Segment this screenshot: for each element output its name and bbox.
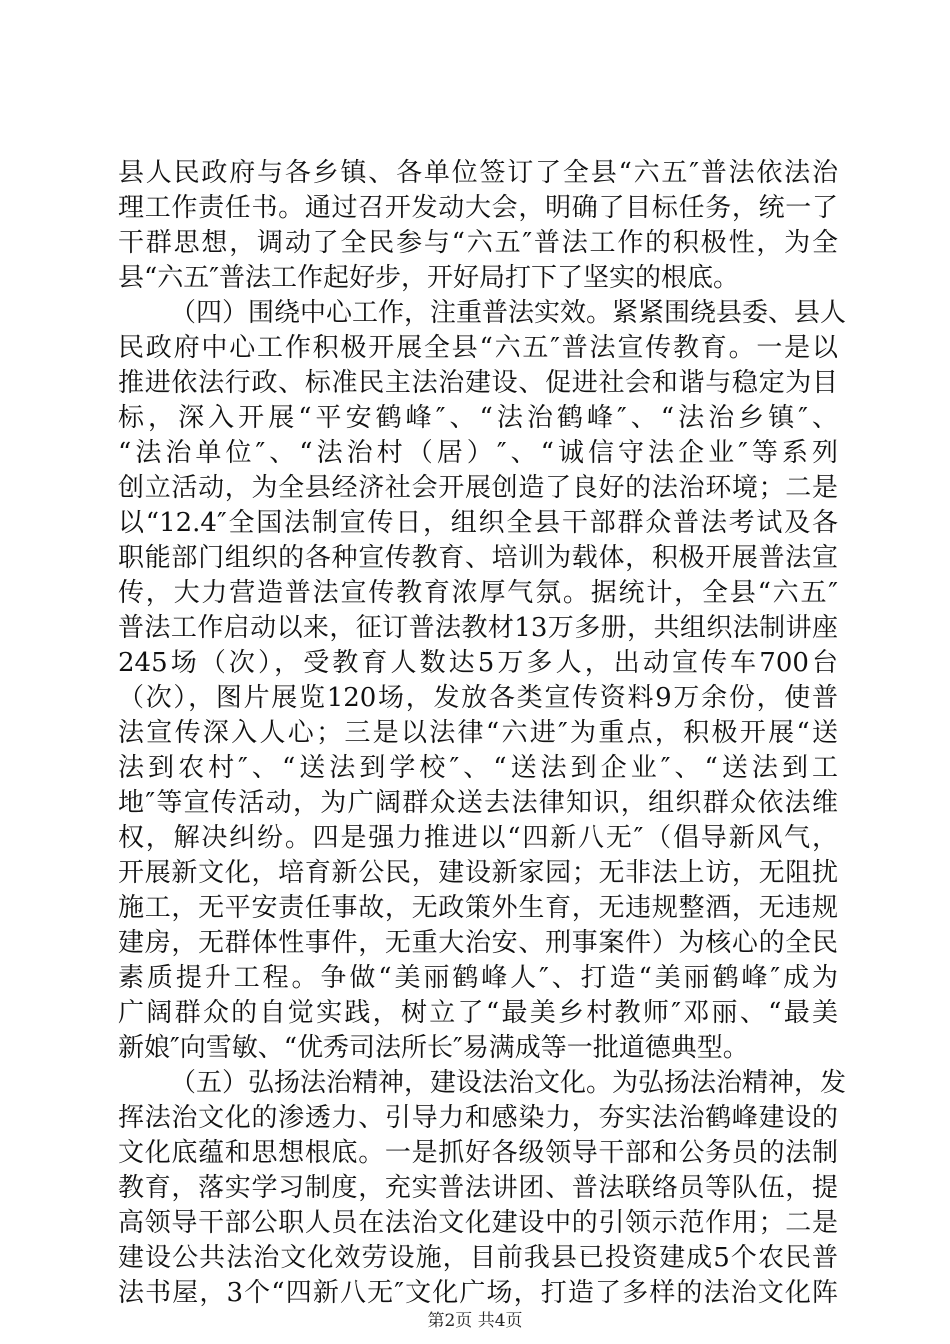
text-line: 理工作责任书。通过召开发动大会，明确了目标任务，统一了 <box>118 193 838 223</box>
text-line: 新娘″向雪敏、“优秀司法所长″易满成等一批道德典型。 <box>118 1033 749 1063</box>
text-line: 245场（次），受教育人数达5万多人，出动宣传车700台 <box>118 648 838 678</box>
text-line: 文化底蕴和思想根底。一是抓好各级领导干部和公务员的法制 <box>118 1138 838 1168</box>
text-line: 职能部门组织的各种宣传教育、培训为载体，积极开展普法宣 <box>118 543 838 573</box>
text-line: 传，大力营造普法宣传教育浓厚气氛。据统计，全县“六五″ <box>118 578 838 608</box>
text-line: 权，解决纠纷。四是强力推进以“四新八无″（倡导新风气， <box>118 823 838 853</box>
text-line: 广阔群众的自觉实践，树立了“最美乡村教师″邓丽、“最美 <box>118 998 838 1028</box>
text-line: 高领导干部公职人员在法治文化建设中的引领示范作用；二是 <box>118 1208 838 1238</box>
text-line: “法治单位″、“法治村（居）″、“诚信守法企业″等系列 <box>118 438 838 468</box>
text-line: 法到农村″、“送法到学校″、“送法到企业″、“送法到工 <box>118 753 838 783</box>
text-line: 素质提升工程。争做“美丽鹤峰人″、打造“美丽鹤峰″成为 <box>118 963 838 993</box>
text-line: 民政府中心工作积极开展全县“六五″普法宣传教育。一是以 <box>118 333 838 363</box>
text-line: 地″等宣传活动，为广阔群众送去法律知识，组织群众依法维 <box>118 788 838 818</box>
text-line: （次），图片展览120场，发放各类宣传资料9万余份，使普 <box>118 683 838 713</box>
text-line: 建房，无群体性事件，无重大治安、刑事案件）为核心的全民 <box>118 928 838 958</box>
text-line: 以“12.4″全国法制宣传日，组织全县干部群众普法考试及各 <box>118 508 838 538</box>
text-line: 普法工作启动以来，征订普法教材13万多册，共组织法制讲座 <box>118 613 838 643</box>
text-line: 建设公共法治文化效劳设施，目前我县已投资建成5个农民普 <box>118 1243 838 1273</box>
text-line: 开展新文化，培育新公民，建设新家园；无非法上访，无阻扰 <box>118 858 838 888</box>
text-line: 法宣传深入人心；三是以法律“六进″为重点，积极开展“送 <box>118 718 838 748</box>
section-heading-line: （五）弘扬法治精神，建设法治文化。为弘扬法治精神，发 <box>170 1068 847 1098</box>
text-line: 干群思想，调动了全民参与“六五″普法工作的积极性，为全 <box>118 228 838 258</box>
text-line: 标，深入开展“平安鹤峰″、“法治鹤峰″、“法治乡镇″、 <box>118 403 838 433</box>
text-line: 县人民政府与各乡镇、各单位签订了全县“六五″普法依法治 <box>118 158 838 188</box>
page-number-footer: 第2页 共4页 <box>427 1311 523 1331</box>
text-line: 教育，落实学习制度，充实普法讲团、普法联络员等队伍，提 <box>118 1173 838 1203</box>
text-line: 挥法治文化的渗透力、引导力和感染力，夯实法治鹤峰建设的 <box>118 1103 838 1133</box>
text-line: 施工，无平安责任事故，无政策外生育，无违规整酒，无违规 <box>118 893 838 923</box>
text-line: 推进依法行政、标准民主法治建设、促进社会和谐与稳定为目 <box>118 368 838 398</box>
text-line: 法书屋，3个“四新八无″文化广场，打造了多样的法治文化阵 <box>118 1278 838 1308</box>
section-heading-line: （四）围绕中心工作，注重普法实效。紧紧围绕县委、县人 <box>170 298 847 328</box>
text-line: 创立活动，为全县经济社会开展创造了良好的法治环境；二是 <box>118 473 838 503</box>
text-line: 县“六五″普法工作起好步，开好局打下了坚实的根底。 <box>118 263 740 293</box>
